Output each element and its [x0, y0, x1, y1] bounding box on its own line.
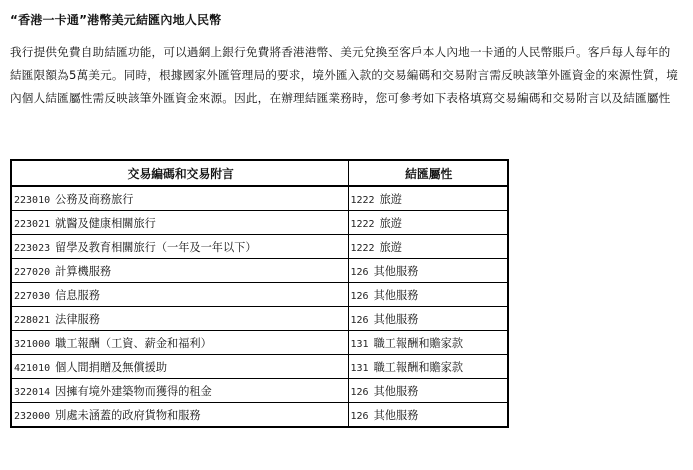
cell-transaction: [11, 211, 348, 235]
transaction-code: 321000: [14, 338, 51, 350]
table-row: [11, 186, 508, 211]
transaction-code: 223023: [14, 242, 51, 254]
transaction-code: 223010: [14, 194, 51, 206]
attribute-name: 職工報酬和贍家款: [373, 336, 464, 350]
cell-settlement-attribute: [348, 211, 508, 235]
transaction-remark: 公務及商務旅行: [55, 192, 134, 206]
attribute-code: 131: [350, 338, 369, 350]
cell-settlement-attribute: [348, 331, 508, 355]
attribute-code: 126: [350, 410, 369, 422]
table-row: [11, 331, 508, 355]
transaction-remark: 職工報酬（工資、薪金和福利）: [55, 336, 212, 350]
attribute-name: 其他服務: [373, 288, 419, 302]
table-row: [11, 307, 508, 331]
attribute-name: 旅遊: [379, 192, 402, 206]
attribute-code: 1222: [350, 218, 375, 230]
attribute-code: 126: [350, 386, 369, 398]
cell-settlement-attribute: [348, 307, 508, 331]
cell-transaction: [11, 186, 348, 211]
table-row: [11, 235, 508, 259]
attribute-name: 旅遊: [379, 240, 402, 254]
cell-transaction: [11, 403, 348, 428]
transaction-code: 227020: [14, 266, 51, 278]
attribute-name: 其他服務: [373, 264, 419, 278]
attribute-code: 1222: [350, 242, 375, 254]
transaction-code: 232000: [14, 410, 51, 422]
transaction-remark: 個人間捐贈及無償援助: [55, 360, 168, 374]
attribute-code: 126: [350, 290, 369, 302]
transaction-remark: 因擁有境外建築物而獲得的租金: [55, 384, 212, 398]
table-row: [11, 379, 508, 403]
transaction-code-table: [10, 159, 509, 428]
attribute-code: 126: [350, 266, 369, 278]
transaction-code: 223021: [14, 218, 51, 230]
table-row: [11, 355, 508, 379]
attribute-name: 其他服務: [373, 408, 419, 422]
transaction-code: 322014: [14, 386, 51, 398]
transaction-remark: 就醫及健康相關旅行: [55, 216, 156, 230]
attribute-name: 其他服務: [373, 312, 419, 326]
table-row: [11, 283, 508, 307]
transaction-code: 421010: [14, 362, 51, 374]
intro-paragraph: 我行提供免費自助結匯功能，可以過網上銀行免費將香港港幣、美元兌換至客戶本人內地一卡通的人民幣賬戶。客戶每人每年的結匯限額為5萬美元。同時，根據國家外匯管理局的要求，境外匯入款的交易編碼和交易附言需反映該筆外匯資金的來源性質，境內個人結匯屬性需反映該筆外匯資金來源。因此，在辦理結匯業務時，您可參考如下表格填寫交易編碼和交易附言以及結匯屬性: [10, 45, 679, 106]
attribute-code: 1222: [350, 194, 375, 206]
cell-settlement-attribute: [348, 355, 508, 379]
table-header-row: [11, 160, 508, 186]
cell-transaction: [11, 307, 348, 331]
cell-settlement-attribute: [348, 403, 508, 428]
cell-transaction: [11, 283, 348, 307]
cell-transaction: [11, 355, 348, 379]
table-row: [11, 211, 508, 235]
attribute-name: 旅遊: [379, 216, 402, 230]
cell-settlement-attribute: [348, 186, 508, 211]
transaction-remark: 信息服務: [55, 288, 100, 302]
transaction-remark: 別處未涵蓋的政府貨物和服務: [55, 408, 201, 422]
cell-transaction: [11, 331, 348, 355]
cell-settlement-attribute: [348, 283, 508, 307]
transaction-code: 228021: [14, 314, 51, 326]
cell-transaction: [11, 259, 348, 283]
attribute-name: 職工報酬和贍家款: [373, 360, 464, 374]
table-body: [11, 186, 508, 427]
attribute-code: 126: [350, 314, 369, 326]
table-row: [11, 259, 508, 283]
cell-transaction: [11, 379, 348, 403]
header-settlement-attribute: 結匯屬性: [348, 160, 508, 186]
table-row: [11, 403, 508, 428]
page-title: “香港一卡通”港幣美元結匯內地人民幣: [10, 13, 222, 27]
cell-transaction: [11, 235, 348, 259]
cell-settlement-attribute: [348, 259, 508, 283]
transaction-remark: 留學及教育相關旅行（一年及一年以下）: [55, 240, 257, 254]
transaction-code: 227030: [14, 290, 51, 302]
cell-settlement-attribute: [348, 235, 508, 259]
transaction-remark: 計算機服務: [55, 264, 112, 278]
attribute-name: 其他服務: [373, 384, 419, 398]
header-transaction-code: 交易編碼和交易附言: [11, 160, 348, 186]
cell-settlement-attribute: [348, 379, 508, 403]
attribute-code: 131: [350, 362, 369, 374]
transaction-remark: 法律服務: [55, 312, 100, 326]
